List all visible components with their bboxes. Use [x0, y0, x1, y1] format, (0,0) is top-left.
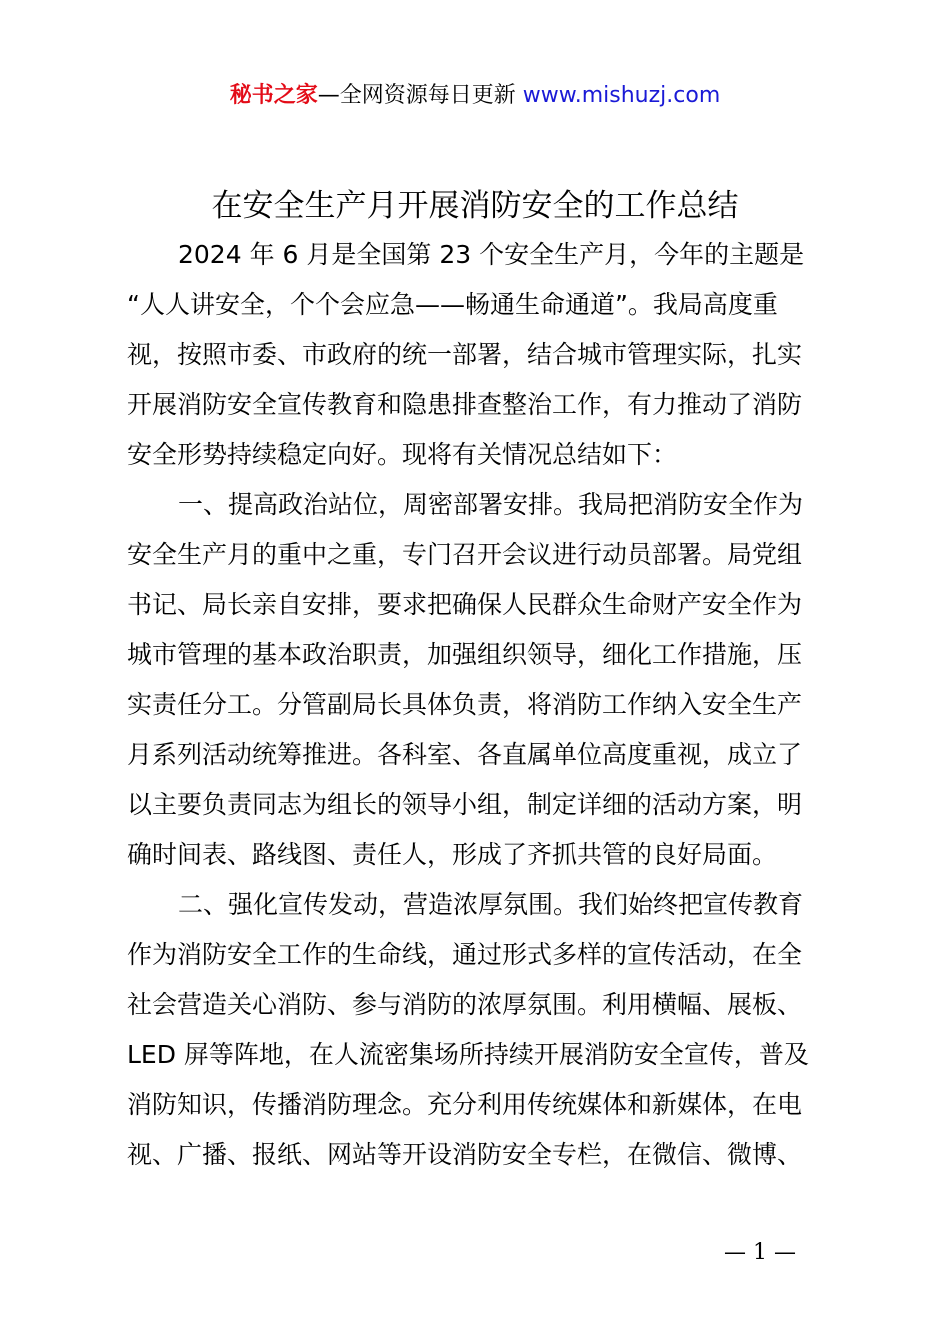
body-line: 实责任分工。分管副局长具体负责，将消防工作纳入安全生产 — [127, 690, 803, 719]
body-line: “人人讲安全，个个会应急——畅通生命通道”。我局高度重 — [127, 290, 778, 319]
body-line: LED 屏等阵地，在人流密集场所持续开展消防安全宣传，普及 — [127, 1040, 809, 1069]
body-line: 二、强化宣传发动，营造浓厚氛围。我们始终把宣传教育 — [178, 890, 804, 919]
body-line: 消防知识，传播消防理念。充分利用传统媒体和新媒体，在电 — [127, 1090, 803, 1119]
body-line: 月系列活动统筹推进。各科室、各直属单位高度重视，成立了 — [127, 740, 803, 769]
header-slogan: —全网资源每日更新 — [317, 83, 523, 108]
body-line: 安全生产月的重中之重，专门召开会议进行动员部署。局党组 — [127, 540, 803, 569]
site-url-link[interactable]: www.mishuzj.com — [522, 83, 721, 108]
body-line: 作为消防安全工作的生命线，通过形式多样的宣传活动，在全 — [127, 940, 803, 969]
document-title: 在安全生产月开展消防安全的工作总结 — [211, 188, 739, 224]
document-body — [127, 230, 847, 1180]
site-header — [0, 80, 950, 112]
body-line: 书记、局长亲自安排，要求把确保人民群众生命财产安全作为 — [127, 590, 803, 619]
body-line: 城市管理的基本政治职责，加强组织领导，细化工作措施，压 — [127, 640, 803, 669]
body-line: 视，按照市委、市政府的统一部署，结合城市管理实际，扎实 — [127, 340, 803, 369]
body-line: 一、提高政治站位，周密部署安排。我局把消防安全作为 — [178, 490, 804, 519]
brand-name: 秘书之家 — [229, 83, 318, 108]
page-number: — 1 — — [724, 1240, 796, 1265]
body-line: 以主要负责同志为组长的领导小组，制定详细的活动方案，明 — [127, 790, 803, 819]
body-line: 开展消防安全宣传教育和隐患排查整治工作，有力推动了消防 — [127, 390, 803, 419]
body-line: 安全形势持续稳定向好。现将有关情况总结如下： — [127, 440, 678, 469]
body-line: 视、广播、报纸、网站等开设消防安全专栏，在微信、微博、 — [127, 1140, 803, 1169]
body-line: 2024 年 6 月是全国第 23 个安全生产月，今年的主题是 — [178, 240, 805, 269]
body-line: 社会营造关心消防、参与消防的浓厚氛围。利用横幅、展板、 — [127, 990, 803, 1019]
body-line: 确时间表、路线图、责任人，形成了齐抓共管的良好局面。 — [127, 840, 778, 869]
